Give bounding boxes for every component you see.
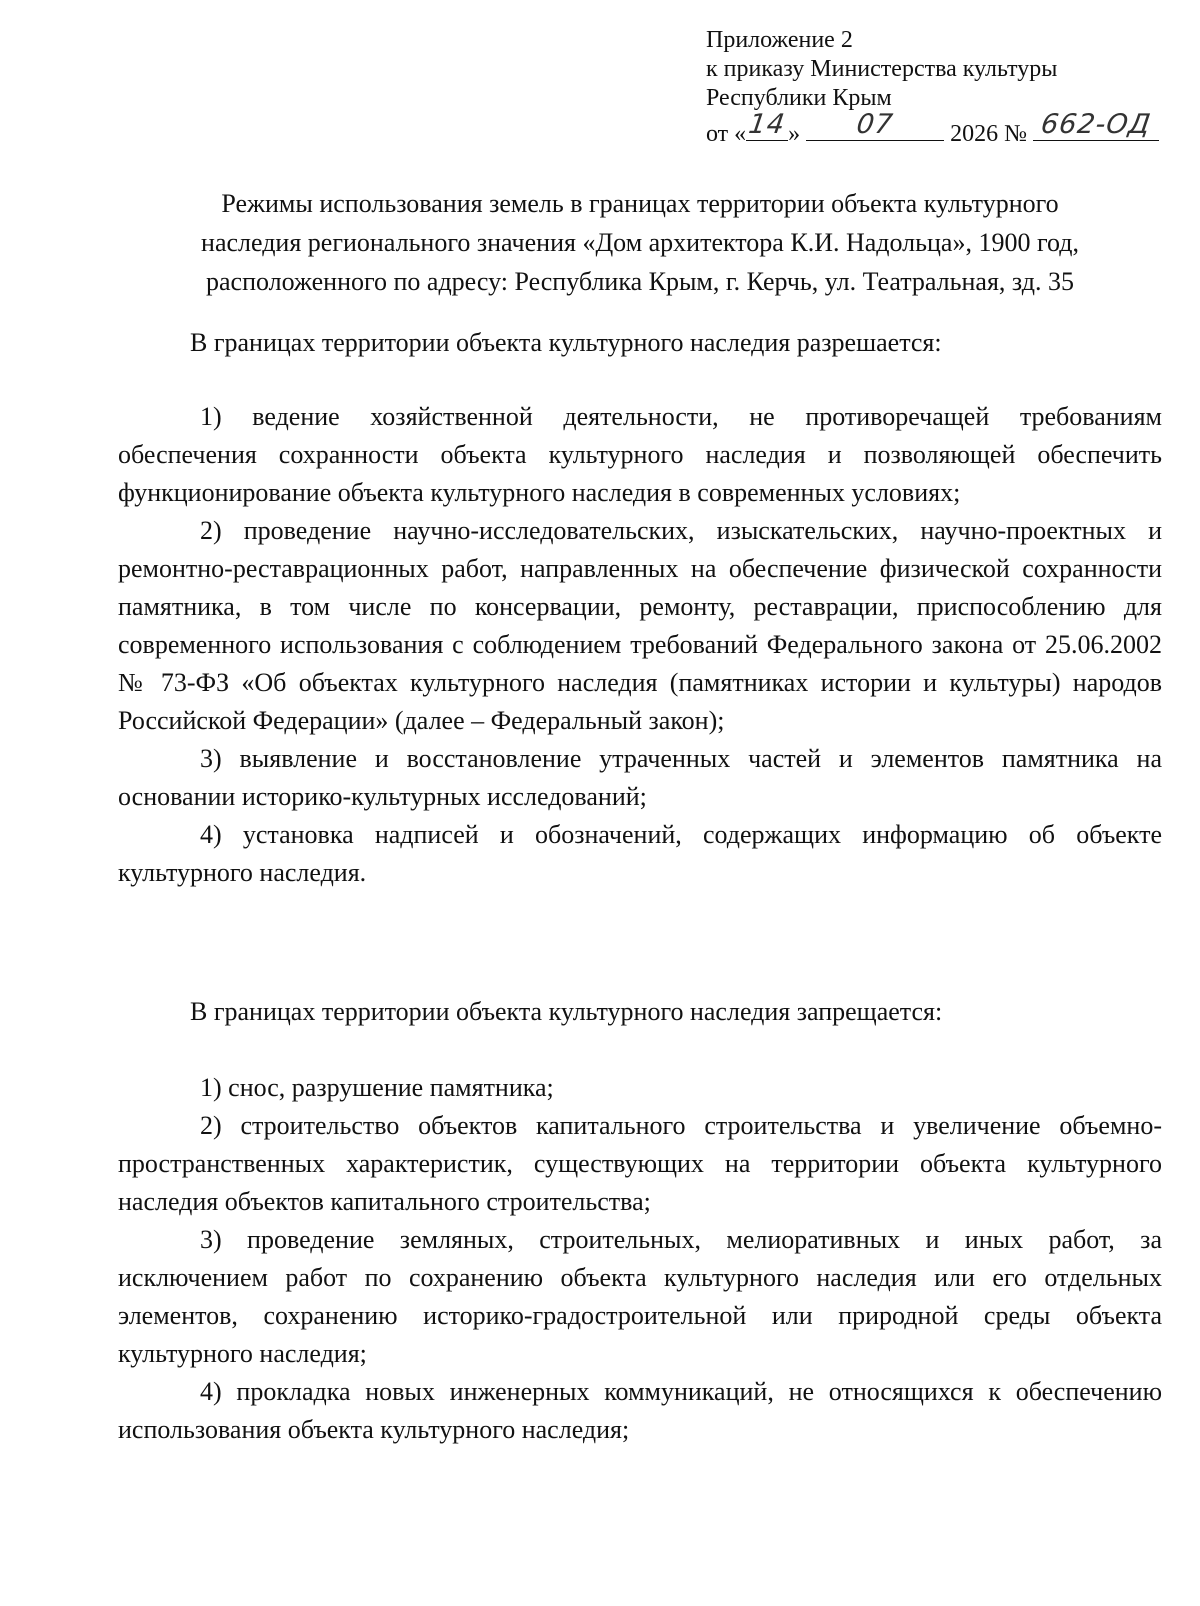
date-day-handwritten: 14: [746, 109, 788, 140]
prohibited-item-2: 2) строительство объектов капитального строительства и увеличение объемно-пространственных характеристик, существующих на территории объекта культурного наследия объектов капитального строительства;: [118, 1111, 1162, 1216]
order-reference: к приказу Министерства культуры: [706, 56, 1058, 82]
prohibited-item-1: 1) снос, разрушение памятника;: [200, 1073, 554, 1102]
date-year: 2026 №: [950, 121, 1028, 147]
prohibited-heading: В границах территории объекта культурного наследия запрещается:: [190, 997, 943, 1026]
republic-name: Республики Крым: [706, 85, 892, 111]
prohibited-list: [118, 1069, 1162, 1449]
title-line-3: расположенного по адресу: Республика Крым, г. Керчь, ул. Театральная, зд. 35: [206, 267, 1074, 296]
date-mid: »: [788, 121, 801, 147]
date-month-handwritten: 07: [854, 109, 896, 140]
date-month-blank: [806, 109, 944, 141]
prohibited-item-4: 4) прокладка новых инженерных коммуникаций, не относящихся к обеспечению использования объекта культурного наследия;: [118, 1377, 1162, 1444]
order-date-line: [706, 109, 1176, 149]
allowed-list: [118, 398, 1162, 892]
allowed-item-4: 4) установка надписей и обозначений, содержащих информацию об объекте культурного наследия.: [118, 820, 1162, 887]
doc-number-blank: [1033, 109, 1159, 141]
title-line-2: наследия регионального значения «Дом архитектора К.И. Надольца», 1900 год,: [201, 228, 1079, 257]
allowed-item-2: 2) проведение научно-исследовательских, изыскательских, научно-проектных и ремонтно-реставрационных работ, направленных на обеспечение физической сохранности памятника, в том числе по консервации, ремонту, реставрации, приспособлению для современного использования с соблюдением требований Федерального закона от 25.06.2002 № 73-ФЗ «Об объектах культурного наследия (памятниках истории и культуры) народов Российской Федерации» (далее – Федеральный закон);: [118, 516, 1162, 735]
allowed-heading: В границах территории объекта культурного наследия разрешается:: [190, 328, 942, 357]
allowed-item-3: 3) выявление и восстановление утраченных частей и элементов памятника на основании историко-культурных исследований;: [118, 744, 1162, 811]
doc-number-handwritten: 662-ОД: [1039, 109, 1154, 140]
prohibited-item-3: 3) проведение земляных, строительных, мелиоративных и иных работ, за исключением работ по сохранению объекта культурного наследия или его отдельных элементов, сохранению историко-градостроительной или природной среды объекта культурного наследия;: [118, 1225, 1162, 1368]
allowed-item-1: 1) ведение хозяйственной деятельности, не противоречащей требованиям обеспечения сохранности объекта культурного наследия и позволяющей обеспечить функционирование объекта культурного наследия в современных условиях;: [118, 402, 1162, 507]
title-line-1: Режимы использования земель в границах территории объекта культурного: [221, 189, 1059, 218]
document-title: [118, 184, 1162, 301]
date-prefix: от «: [706, 121, 747, 147]
date-day-blank: [746, 109, 788, 141]
appendix-header: [706, 26, 1176, 149]
appendix-label: Приложение 2: [706, 27, 853, 53]
